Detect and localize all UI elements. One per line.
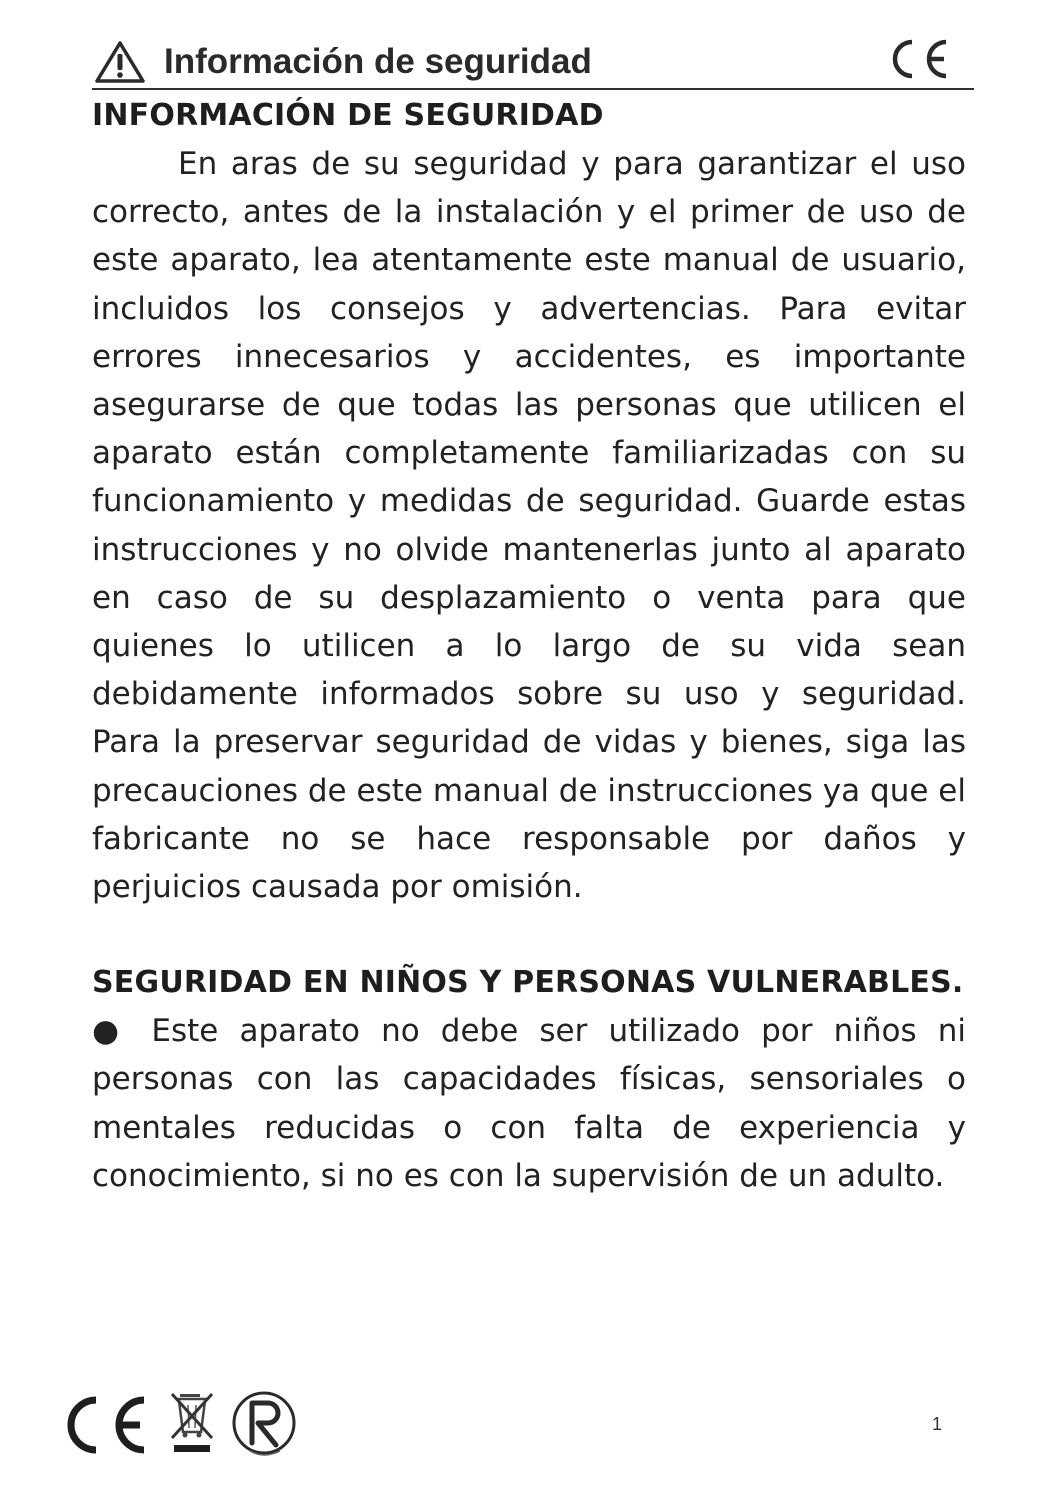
header-title: Información de seguridad: [164, 42, 592, 81]
ce-mark-icon: [886, 36, 952, 82]
section-spacer: [92, 911, 966, 959]
ce-mark-icon: [58, 1390, 150, 1460]
registered-r-icon: [228, 1385, 300, 1465]
page-number: 1: [932, 1414, 943, 1434]
weee-crossed-bin-icon: [168, 1390, 218, 1456]
warning-triangle-icon: [94, 40, 146, 84]
page-content: [92, 92, 966, 1200]
children-safety-heading: SEGURIDAD EN NIÑOS Y PERSONAS VULNERABLES.: [92, 965, 964, 1001]
safety-paragraph: En aras de su seguridad y para garantizar el uso correcto, antes de la instalación y el primer de uso de este aparato, lea atentamente este manual de usuario, incluidos los consejos y advertencias. Para evitar errores innecesarios y accidentes, es importante asegurarse de que todas las personas que utilicen el aparato están completamente familiarizadas con su funcionamiento y medidas de seguridad. Guarde estas instrucciones y no olvide mantenerlas junto al aparato en caso de su desplazamiento o venta para que quienes lo utilicen a lo largo de su vida sean debidamente informados sobre su uso y seguridad. Para la preservar seguridad de vidas y bienes, siga las precauciones de este manual de instrucciones ya que el fabricante no se hace responsable por daños y perjuicios causada por omisión.: [92, 146, 966, 906]
safety-heading: INFORMACIÓN DE SEGURIDAD: [92, 98, 604, 133]
children-safety-bullet: ● Este aparato no debe ser utilizado por niños ni personas con las capacidades físicas, sensoriales o mentales reducidas o con falta de experiencia y conocimiento, si no es con la supervisión de un adulto.: [92, 1013, 966, 1194]
page-header: [92, 36, 974, 90]
